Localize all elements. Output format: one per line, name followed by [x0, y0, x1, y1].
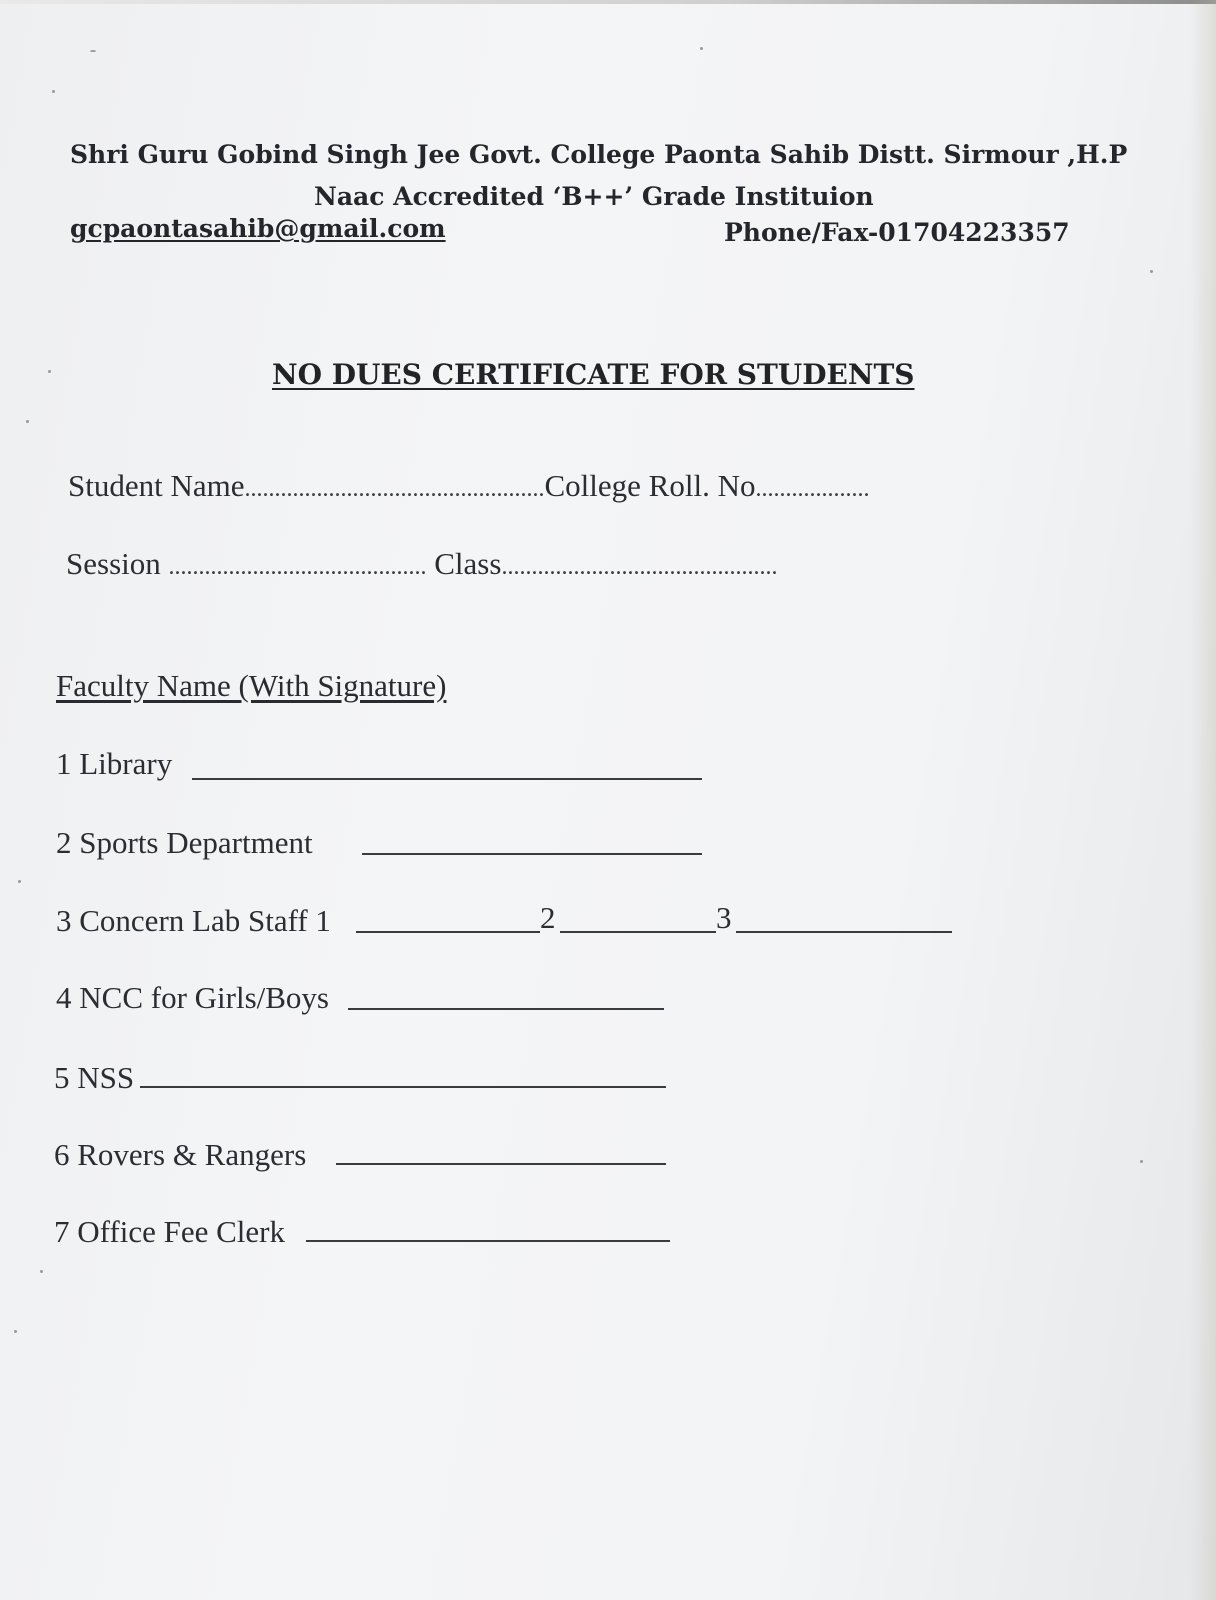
page-right-shadow [1190, 0, 1216, 1600]
rovers-signature-line[interactable] [336, 1163, 666, 1165]
lab-staff-3-label: 3 [716, 900, 732, 935]
faculty-item-rovers: 6 Rovers & Rangers [54, 1137, 307, 1172]
sports-signature-line[interactable] [362, 853, 702, 855]
lab-staff-1-line[interactable] [356, 931, 540, 933]
library-signature-line[interactable] [192, 778, 702, 780]
paper-speck [26, 420, 29, 423]
roll-no-label: College Roll. No [544, 468, 756, 503]
student-name-blank[interactable]: .................................................. [244, 476, 545, 502]
session-label: Session [66, 546, 161, 581]
nss-signature-line[interactable] [140, 1086, 666, 1088]
faculty-heading: Faculty Name (With Signature) [56, 668, 447, 703]
paper-speck [52, 90, 55, 93]
faculty-item-nss: 5 NSS [54, 1060, 135, 1095]
faculty-item-fee-clerk: 7 Office Fee Clerk [54, 1214, 285, 1249]
student-name-field [68, 468, 869, 504]
lab-staff-3-line[interactable] [736, 931, 952, 933]
paper-speck [14, 1330, 17, 1333]
paper-speck [1150, 270, 1153, 273]
page-title: NO DUES CERTIFICATE FOR STUDENTS [272, 358, 915, 391]
fee-clerk-signature-line[interactable] [306, 1240, 670, 1242]
faculty-item-sports: 2 Sports Department [56, 825, 313, 860]
paper-speck [40, 1270, 43, 1273]
faculty-item-library: 1 Library [56, 746, 173, 781]
page-top-edge [0, 0, 1216, 4]
roll-no-blank[interactable]: ................... [755, 476, 870, 502]
paper-speck [700, 47, 703, 50]
faculty-item-ncc: 4 NCC for Girls/Boys [56, 980, 329, 1015]
paper-speck [48, 370, 51, 373]
paper-speck [90, 50, 96, 52]
accreditation-line: Naac Accredited ‘B++’ Grade Instituion [314, 182, 874, 211]
paper-speck [1140, 1160, 1143, 1163]
paper-speck [18, 880, 21, 883]
student-name-label: Student Name [68, 468, 245, 503]
faculty-item-lab-staff: 3 Concern Lab Staff 1 [56, 903, 331, 938]
college-name-line: Shri Guru Gobind Singh Jee Govt. College Paonta Sahib Distt. Sirmour ,H.P [70, 140, 1128, 169]
lab-staff-2-label: 2 [540, 900, 556, 935]
college-phone: Phone/Fax-01704223357 [724, 218, 1070, 247]
class-blank[interactable]: .............................................. [501, 554, 778, 580]
class-label: Class [434, 546, 502, 581]
lab-staff-2-line[interactable] [560, 931, 716, 933]
ncc-signature-line[interactable] [348, 1008, 664, 1010]
session-blank[interactable]: ........................................... [168, 554, 427, 580]
session-class-field [66, 546, 777, 582]
college-email: gcpaontasahib@gmail.com [70, 214, 446, 243]
